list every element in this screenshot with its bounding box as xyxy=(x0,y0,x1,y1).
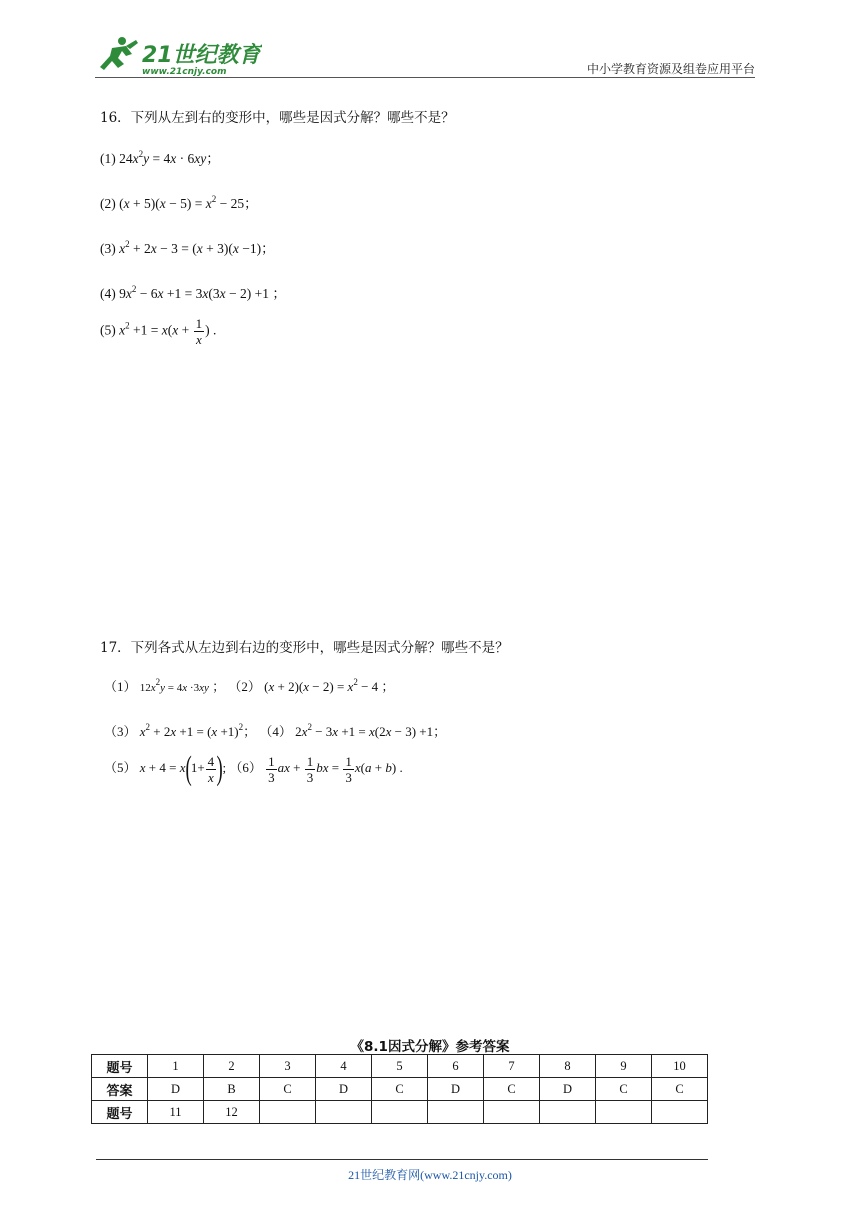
row-header: 题号 xyxy=(92,1101,148,1124)
svg-text:www.21cnjy.com: www.21cnjy.com xyxy=(142,67,227,77)
q17-label-3: （3） xyxy=(104,724,137,739)
table-cell xyxy=(484,1101,540,1124)
q16-item-4: (4) $9x^2 - 6x +1 = 3x(3x - 2) +1$ ； xyxy=(100,284,286,301)
q16-label-4: (4) xyxy=(100,286,116,301)
table-cell: 7 xyxy=(484,1055,540,1078)
site-tagline: 中小学教育资源及组卷应用平台 xyxy=(586,62,755,76)
q17-label-4: （4） xyxy=(259,724,292,739)
table-cell xyxy=(540,1101,596,1124)
table-cell: 2 xyxy=(204,1055,260,1078)
site-logo xyxy=(92,34,262,78)
q16-label-1: (1) xyxy=(100,151,116,166)
q16-item-3: (3) $x^2 + 2x - 3 = (x + 3)(x -1)$； xyxy=(100,239,275,256)
q17-line-2: （3） $x^2 + 2x +1 = (x +1)^2$； （4） $2x^2 - 3x +1 = x(2x - 3) +1$； xyxy=(104,722,447,739)
table-cell: 4 xyxy=(316,1055,372,1078)
q16-label-5: (5) xyxy=(100,322,116,338)
q16-item-5: (5) $x^2 +1 = x(x$ + $\frac{1}{x}$ ) . xyxy=(100,316,217,347)
q17-label-1: （1） xyxy=(104,679,137,694)
q17-line-1: （1） $12x^2y = 4x \cdot 3xy$ ； （2） $(x + 2)(x - 2) = x^2 - 4$ ； xyxy=(104,677,395,694)
table-row xyxy=(92,1055,708,1078)
table-cell: C xyxy=(484,1078,540,1101)
table-cell: C xyxy=(260,1078,316,1101)
q17-label-2: （2） xyxy=(228,679,261,694)
table-row xyxy=(92,1101,708,1124)
row-header: 答案 xyxy=(92,1078,148,1101)
table-cell: D xyxy=(540,1078,596,1101)
table-cell: D xyxy=(148,1078,204,1101)
question-17-title: 17．下列各式从左边到右边的变形中，哪些是因式分解？哪些不是？ xyxy=(100,640,509,656)
row-header: 题号 xyxy=(92,1055,148,1078)
table-cell: 9 xyxy=(596,1055,652,1078)
q17-line-3: （5） x + 4 = x(1+ $\frac{4}{x}$ ); （6） $\frac{1}{3}$ ax + $\frac{1}{3}$ bx = $\frac{1}{3}$ x(a + b) . xyxy=(104,750,403,787)
table-cell: 1 xyxy=(148,1055,204,1078)
table-cell: 10 xyxy=(652,1055,708,1078)
table-cell: 5 xyxy=(372,1055,428,1078)
table-cell: D xyxy=(316,1078,372,1101)
table-cell: B xyxy=(204,1078,260,1101)
table-cell xyxy=(260,1101,316,1124)
answer-table xyxy=(91,1054,708,1124)
fraction: $\frac{1}{3}$ xyxy=(345,753,352,785)
table-cell: D xyxy=(428,1078,484,1101)
svg-text:21世纪教育: 21世纪教育 xyxy=(142,43,261,68)
fraction: $\frac{1}{3}$ xyxy=(306,753,314,785)
fraction: $\frac{4}{x}$ xyxy=(207,753,215,785)
table-cell: 3 xyxy=(260,1055,316,1078)
q17-label-6: （6） xyxy=(229,759,262,775)
table-cell: 8 xyxy=(540,1055,596,1078)
table-cell: C xyxy=(372,1078,428,1101)
header-rule xyxy=(95,77,755,78)
table-cell xyxy=(596,1101,652,1124)
table-cell xyxy=(316,1101,372,1124)
table-cell: 6 xyxy=(428,1055,484,1078)
footer-link[interactable]: 21世纪教育网(www.21cnjy.com) xyxy=(348,1168,512,1182)
q17-label-5: （5） xyxy=(104,759,137,775)
fraction: $\frac{1}{x}$ xyxy=(195,316,203,347)
table-cell: C xyxy=(652,1078,708,1101)
table-cell: 11 xyxy=(148,1101,204,1124)
table-cell: C xyxy=(596,1078,652,1101)
q16-label-2: (2) xyxy=(100,196,116,211)
answer-key-title: 《8.1因式分解》参考答案 xyxy=(350,1039,510,1055)
footer-rule xyxy=(96,1159,708,1160)
table-cell xyxy=(372,1101,428,1124)
q16-item-1: (1) $24x^2y = 4x \cdot 6xy$； xyxy=(100,149,220,166)
table-cell xyxy=(652,1101,708,1124)
table-cell xyxy=(428,1101,484,1124)
fraction: $\frac{1}{3}$ xyxy=(268,753,275,785)
table-row xyxy=(92,1078,708,1101)
table-cell: 12 xyxy=(204,1101,260,1124)
question-16-title: 16．下列从左到右的变形中，哪些是因式分解？哪些不是？ xyxy=(100,110,455,126)
q16-item-2: (2) $(x + 5)(x - 5) = x^2 - 25$； xyxy=(100,194,258,211)
q16-label-3: (3) xyxy=(100,241,116,256)
